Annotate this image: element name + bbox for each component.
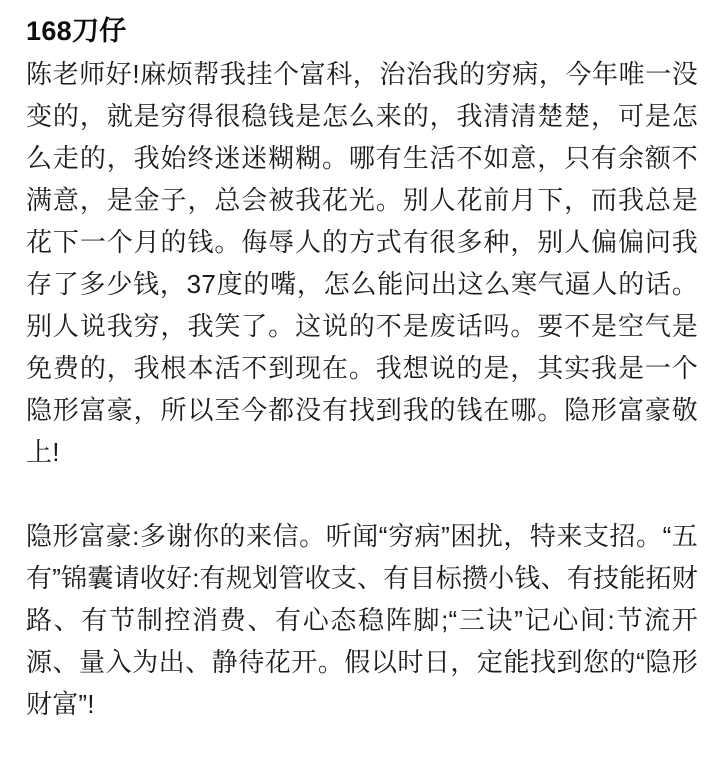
paragraph-spacer — [26, 473, 698, 515]
post-title: 168刀仔 — [26, 16, 127, 46]
post-paragraph-2: 隐形富豪:多谢你的来信。听闻“穷病”困扰，特来支招。“五有”锦囊请收好:有规划管收支、有目标攒小钱、有技能拓财路、有节制控消费、有心态稳阵脚;“三诀”记心间:节流开源、量入为出、静待花开。假以时日，定能找到您的“隐形财富”! — [26, 521, 698, 720]
post-paragraph-1: 陈老师好!麻烦帮我挂个富科，治治我的穷病，今年唯一没变的，就是穷得很稳钱是怎么来的，我清清楚楚，可是怎么走的，我始终迷迷糊糊。哪有生活不如意，只有余额不满意，是金子，总会被我花光。别人花前月下，而我总是花下一个月的钱。侮辱人的方式有很多种，别人偏偏问我存了多少钱，37度的嘴，怎么能问出这么寒气逼人的话。别人说我穷，我笑了。这说的不是废话吗。要不是空气是免费的，我根本活不到现在。我想说的是，其实我是一个隐形富豪，所以至今都没有找到我的钱在哪。隐形富豪敬上! — [26, 59, 698, 468]
